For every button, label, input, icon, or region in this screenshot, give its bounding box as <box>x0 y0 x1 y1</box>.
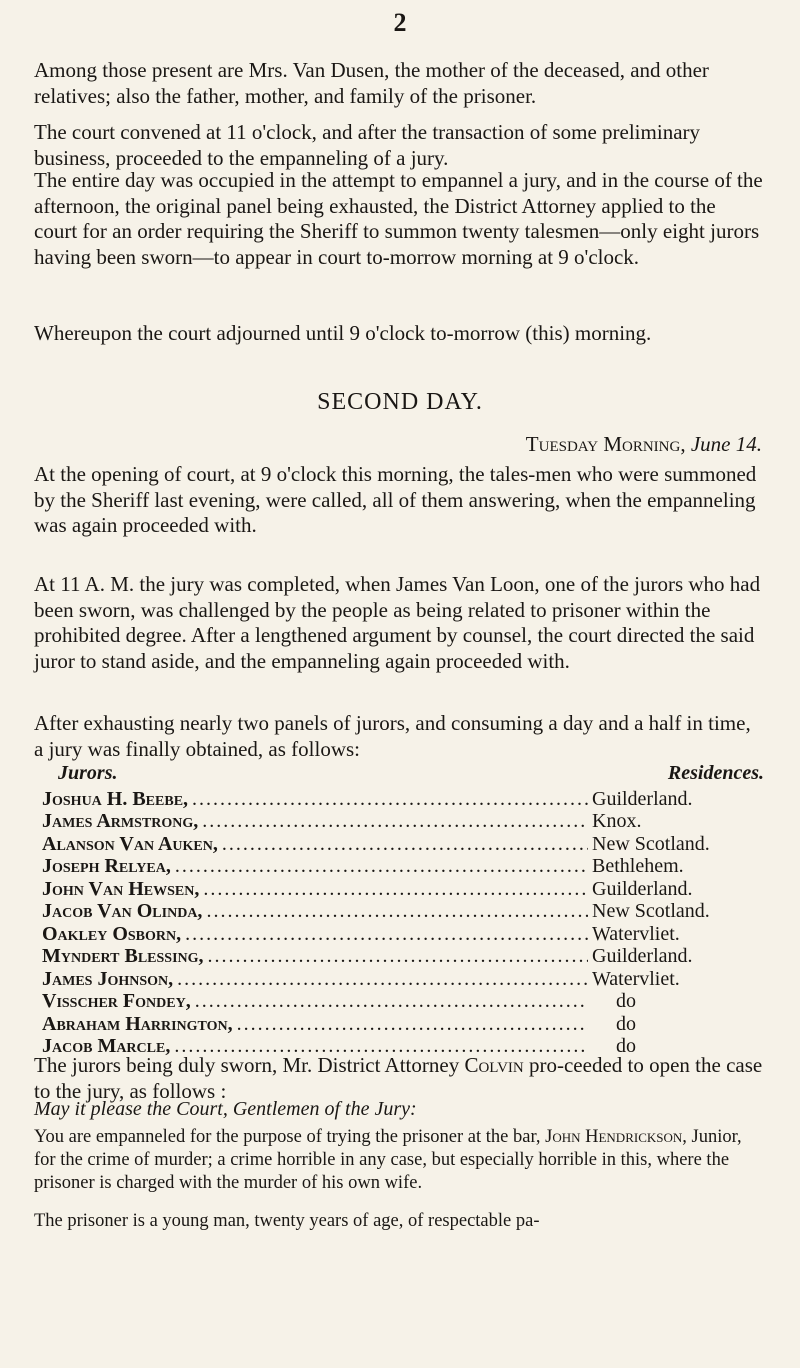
speech-text-before: You are empanneled for the purpose of trying the prisoner at the bar, <box>34 1127 546 1147</box>
juror-residence: Guilderland. <box>592 877 693 900</box>
section-heading: SECOND DAY. <box>317 389 483 415</box>
paragraph-sworn <box>34 1053 764 1104</box>
paragraph-text: After exhausting nearly two panels of jurors, and consuming a day and a half in time, a jury was finally obtained, as follows: <box>34 711 751 761</box>
sworn-text-before: The jurors being duly sworn, Mr. District Attorney <box>34 1053 465 1077</box>
prisoner-name: John Hendrickson <box>545 1127 683 1147</box>
juror-row <box>42 855 764 878</box>
address-line: May it please the Court, Gentlemen of the Jury: <box>34 1098 417 1120</box>
juror-residence: Knox. <box>592 810 642 832</box>
juror-residence: Bethlehem. <box>592 855 684 877</box>
juror-name: James Johnson, <box>42 967 174 990</box>
leader-dots <box>185 923 588 946</box>
paragraph-text <box>34 1053 764 1104</box>
paragraph-present <box>34 58 764 109</box>
paragraph-text: Among those present are Mrs. Van Dusen, the mother of the deceased, and other relatives; also the father, mother, and family of the prisoner. <box>34 58 709 108</box>
speech-paragraph-1 <box>34 1126 766 1195</box>
juror-name: Myndert Blessing, <box>42 945 204 967</box>
juror-residence: Guilderland. <box>592 945 693 967</box>
juror-residence: do <box>616 1035 636 1057</box>
paragraph-text: Whereupon the court adjourned until 9 o'clock to-morrow (this) morning. <box>34 321 652 345</box>
juror-name: Abraham Harrington, <box>42 1012 233 1035</box>
jury-rows <box>42 788 764 1058</box>
sworn-text-after: pro-ceeded to open the case to the jury, as follows : <box>34 1053 763 1103</box>
juror-row <box>42 923 764 946</box>
juror-residence: do <box>616 1012 636 1035</box>
leader-dots <box>208 945 588 968</box>
juror-residence: New Scotland. <box>592 900 710 922</box>
paragraph-jury-obtained <box>34 711 764 762</box>
jurors-header: Jurors. <box>58 762 118 784</box>
paragraph-text: The entire day was occupied in the attempt to empannel a jury, and in the course of the afternoon, the original panel being exhausted, the District Attorney applied to the court for an order requiring the Sheriff to summon twenty talesmen—only eight jurors having been sworn—to appear in court to-morrow morning at 9 o'clock. <box>34 168 763 269</box>
jury-list-header <box>42 762 764 785</box>
juror-row <box>42 1013 764 1036</box>
leader-dots <box>203 878 588 901</box>
juror-residence: Watervliet. <box>592 967 680 990</box>
paragraph-challenge <box>34 572 764 674</box>
juror-name: Alanson Van Auken, <box>42 832 218 855</box>
juror-row <box>42 990 764 1013</box>
juror-row <box>42 900 764 923</box>
juror-name: Visscher Fondey, <box>42 990 191 1012</box>
leader-dots <box>175 855 588 878</box>
juror-residence: Guilderland. <box>592 787 693 810</box>
juror-row <box>42 945 764 968</box>
juror-row <box>42 878 764 901</box>
juror-name: James Armstrong, <box>42 810 199 832</box>
leader-dots <box>237 1013 588 1036</box>
leader-dots <box>206 900 588 923</box>
dateline-date: June 14. <box>690 432 762 456</box>
jury-list <box>42 762 764 1058</box>
leader-dots <box>192 788 588 811</box>
juror-name: Jacob Van Olinda, <box>42 900 203 922</box>
dateline <box>0 432 762 457</box>
residences-header: Residences. <box>667 762 764 784</box>
juror-row <box>42 968 764 991</box>
dateline-day: Tuesday Morning, <box>525 432 686 456</box>
juror-name: Joshua H. Beebe, <box>42 787 189 810</box>
juror-row <box>42 810 764 833</box>
paragraph-adjourned <box>34 321 764 347</box>
juror-name: Jacob Marcle, <box>42 1035 171 1057</box>
juror-row <box>42 833 764 856</box>
juror-residence: do <box>616 990 636 1012</box>
leader-dots <box>222 833 588 856</box>
juror-name: Joseph Relyea, <box>42 855 171 877</box>
leader-dots <box>202 810 588 833</box>
leader-dots <box>195 990 588 1013</box>
juror-row <box>42 788 764 811</box>
paragraph-text: At 11 A. M. the jury was completed, when James Van Loon, one of the jurors who had been sworn, was challenged by the people as being related to prisoner within the prohibited degree. After a lengthened argument by counsel, the court directed the said juror to stand aside, and the empanneling again proceeded with. <box>34 572 761 673</box>
paragraph-text: At the opening of court, at 9 o'clock this morning, the tales-men who were summoned by the Sheriff last evening, were called, all of them answering, when the empanneling was again proceeded with. <box>34 462 757 538</box>
page-number: 2 <box>393 8 407 37</box>
juror-name: Oakley Osborn, <box>42 922 182 945</box>
speech-paragraph-2: The prisoner is a young man, twenty years of age, of respectable pa- <box>34 1211 540 1231</box>
paragraph-court-convened <box>34 120 764 171</box>
paragraph-entire-day <box>34 168 764 270</box>
paragraph-opening <box>34 462 764 539</box>
attorney-name: Colvin <box>464 1053 524 1077</box>
juror-residence: New Scotland. <box>592 832 710 855</box>
speech-text-after: , Junior, for the crime of murder; a crime horrible in any case, but especially horrible in this, where the prisoner is charged with the murder of his own wife. <box>34 1127 742 1193</box>
juror-residence: Watervliet. <box>592 922 680 945</box>
paragraph-text: The court convened at 11 o'clock, and after the transaction of some preliminary business, proceeded to the empanneling of a jury. <box>34 120 701 170</box>
juror-name: John Van Hewsen, <box>42 877 200 900</box>
leader-dots <box>177 968 588 991</box>
